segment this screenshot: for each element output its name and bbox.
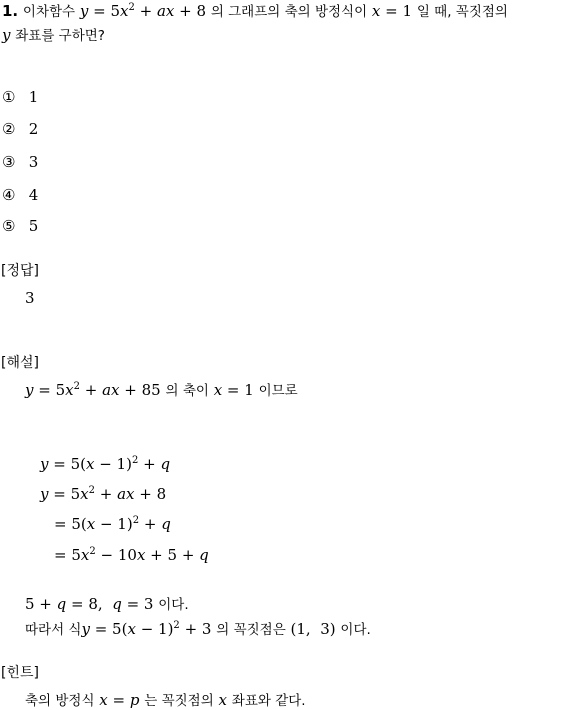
intro-text-b: 이므로	[258, 383, 298, 399]
choice-marker: ①	[2, 88, 16, 106]
conclusion-text-b: 따라서 식	[25, 622, 82, 638]
choice-value: 5	[28, 217, 39, 235]
conclusion-formula: $y = 5(x - 1)^2 + 3$	[81, 620, 212, 638]
choice-5[interactable]	[2, 219, 38, 234]
conclusion-text-c: 의 꼭짓점은	[216, 622, 286, 638]
question-line-2	[2, 28, 105, 44]
hint-text-a: 축의 방정식	[25, 693, 95, 709]
question-formula: $y = 5x^2$ + ax + 8	[79, 2, 207, 20]
result-formula: 5 + q = 8, q = 3	[25, 595, 154, 613]
hint-text	[25, 693, 306, 709]
choice-value: 4	[28, 186, 39, 204]
derivation-line-4: = $5x^2 - 10x + 5 + q$	[54, 546, 209, 564]
question-text-a: 이차함수	[22, 4, 76, 20]
question-text-c: 일 때, 꼭짓점의	[416, 4, 508, 20]
question-line-1	[2, 4, 508, 20]
hint-heading: [힌트]	[1, 665, 39, 681]
choice-marker: ②	[2, 120, 16, 138]
variable-y: y	[2, 26, 11, 44]
explanation-result	[25, 597, 189, 613]
answer-value: 3	[25, 289, 35, 307]
choice-3[interactable]	[2, 155, 38, 170]
question-number: 1.	[2, 2, 19, 20]
intro-formula: $y = 5x^2$ + ax + 85	[25, 381, 161, 399]
choice-value: 1	[28, 88, 39, 106]
intro-text-a: 의 축이	[165, 383, 209, 399]
explanation-conclusion	[25, 622, 371, 638]
answer-heading: [정답]	[1, 263, 39, 279]
hint-text-b: 는 꼭짓점의	[144, 693, 214, 709]
choice-marker: ④	[2, 186, 16, 204]
result-text: 이다.	[158, 597, 189, 613]
derivation-line-1: $y = 5(x - 1)^2 + q$	[40, 455, 171, 473]
question-text-line2: 좌표를 구하면?	[15, 28, 105, 44]
intro-axis: x = 1	[213, 381, 254, 399]
choice-marker: ③	[2, 153, 16, 171]
choice-4[interactable]	[2, 188, 38, 203]
hint-text-c: 좌표와 같다.	[231, 693, 306, 709]
explanation-intro	[25, 383, 298, 399]
axis-equation: x = 1	[371, 2, 413, 20]
derivation-line-2: $y = 5x^2$ + ax + 8	[40, 485, 167, 503]
conclusion-text-d: 이다.	[340, 622, 371, 638]
hint-variable-x: x	[218, 691, 227, 709]
choice-1[interactable]	[2, 90, 38, 105]
derivation-line-3: = $5(x - 1)^2 + q$	[54, 515, 171, 533]
choice-value: 2	[28, 120, 39, 138]
choice-value: 3	[28, 153, 39, 171]
vertex-coordinates: (1, 3)	[290, 620, 336, 638]
choice-marker: ⑤	[2, 217, 16, 235]
choice-2[interactable]	[2, 122, 38, 137]
explanation-heading: [해설]	[1, 355, 39, 371]
question-text-b: 의 그래프의 축의 방정식이	[210, 4, 368, 20]
hint-equation: x = p	[99, 691, 140, 709]
